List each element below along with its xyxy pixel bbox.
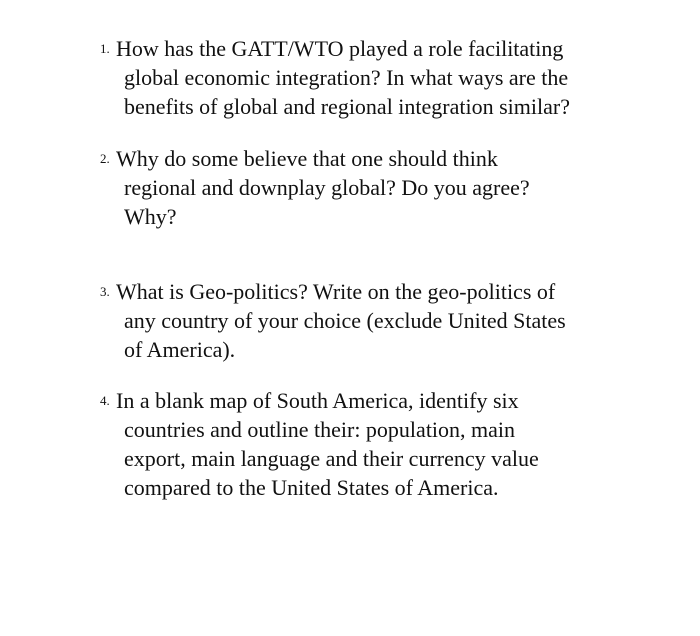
question-text-line: global economic integration? In what ways are the [124,65,569,90]
question-2 [100,144,660,231]
question-text-line: compared to the United States of America. [124,475,499,500]
question-text-line: benefits of global and regional integration similar? [124,94,570,119]
question-text-line: What is Geo-politics? Write on the geo-politics of [116,279,556,304]
question-text-line: countries and outline their: population, main [124,417,516,442]
question-number: 2. [100,151,110,166]
question-text-line: export, main language and their currency value [124,446,539,471]
question-text-line: Why? [124,204,177,229]
question-1 [100,34,660,121]
question-text-line: regional and downplay global? Do you agree? [124,175,530,200]
question-text-line: of America). [124,337,236,362]
question-number: 4. [100,393,110,408]
question-text-line: Why do some believe that one should think [116,146,498,171]
question-text-line: any country of your choice (exclude United States [124,308,566,333]
question-text-line: How has the GATT/WTO played a role facilitating [116,36,564,61]
question-number: 1. [100,41,110,56]
question-4 [100,386,660,502]
question-text-line: In a blank map of South America, identify six [116,388,519,413]
question-3 [100,277,660,364]
question-number: 3. [100,284,110,299]
